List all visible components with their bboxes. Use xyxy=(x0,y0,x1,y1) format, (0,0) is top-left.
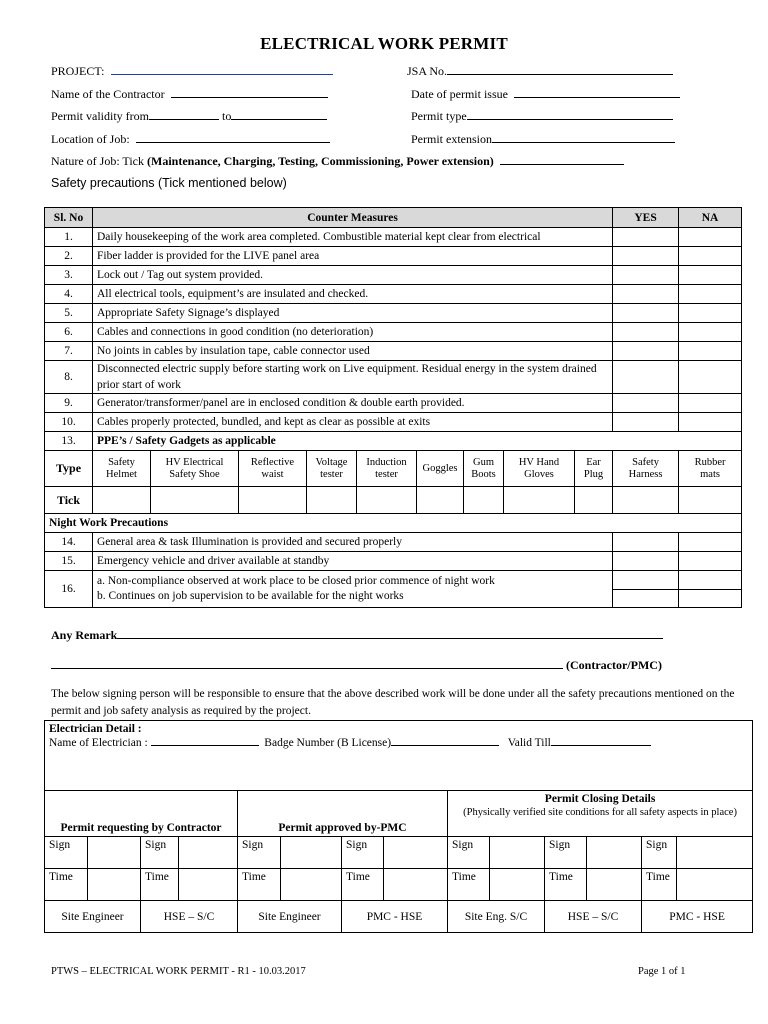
row-number: 6. xyxy=(45,323,93,342)
sign-label: Sign xyxy=(238,837,281,869)
table-row xyxy=(45,413,742,432)
role-row xyxy=(45,901,753,933)
time-cell[interactable] xyxy=(490,869,545,901)
row-text: Cables properly protected, bundled, and kept as clear as possible at exits xyxy=(93,413,613,432)
table-row xyxy=(45,571,742,590)
nature-label: Nature of Job: Tick xyxy=(51,154,144,168)
row-number: 1. xyxy=(45,228,93,247)
sign-cell[interactable] xyxy=(677,837,753,869)
na-cell[interactable] xyxy=(679,552,742,571)
ppe-tick-cell[interactable] xyxy=(613,487,679,514)
yes-cell[interactable] xyxy=(613,590,679,608)
yes-cell[interactable] xyxy=(613,571,679,590)
validity-to-label: to xyxy=(222,109,232,123)
header-na: NA xyxy=(679,208,742,228)
ppe-item: Reflective waist xyxy=(239,451,307,487)
role-label: PMC - HSE xyxy=(642,901,753,933)
night-work-title: Night Work Precautions xyxy=(45,514,742,533)
time-cell[interactable] xyxy=(587,869,642,901)
sign-label: Sign xyxy=(342,837,384,869)
yes-cell[interactable] xyxy=(613,394,679,413)
ppe-tick-cell[interactable] xyxy=(417,487,464,514)
permit-type-field xyxy=(411,108,673,124)
sign-label: Sign xyxy=(45,837,88,869)
table-row xyxy=(45,285,742,304)
badge-number-label: Badge Number (B License) xyxy=(264,737,392,749)
table-row xyxy=(45,394,742,413)
permit-type-label: Permit type xyxy=(411,109,467,123)
contractor-pmc-label: (Contractor/PMC) xyxy=(566,658,662,672)
time-label: Time xyxy=(342,869,384,901)
yes-cell[interactable] xyxy=(613,342,679,361)
row-number: 16. xyxy=(45,571,93,608)
ppe-type-label: Type xyxy=(45,451,93,487)
row-text: Disconnected electric supply before starting work on Live equipment. Residual energy in the system drained prior start of work xyxy=(93,361,613,394)
row-number: 13. xyxy=(45,432,93,451)
yes-cell[interactable] xyxy=(613,413,679,432)
footer-page-number: Page 1 of 1 xyxy=(638,966,686,977)
role-label: Site Engineer xyxy=(45,901,141,933)
permit-closing-heading xyxy=(448,791,753,837)
ppe-tick-cell[interactable] xyxy=(575,487,613,514)
time-label: Time xyxy=(642,869,677,901)
permit-extension-field xyxy=(411,131,675,147)
row-text: No joints in cables by insulation tape, cable connector used xyxy=(93,342,613,361)
table-row xyxy=(45,361,742,394)
row-16-item-b: b. Continues on job supervision to be available for the night works xyxy=(97,590,404,602)
row-number: 10. xyxy=(45,413,93,432)
ppe-title-row xyxy=(45,432,742,451)
row-number: 4. xyxy=(45,285,93,304)
table-row xyxy=(45,533,742,552)
jsa-input-line[interactable] xyxy=(447,63,673,75)
na-cell[interactable] xyxy=(679,228,742,247)
time-label: Time xyxy=(448,869,490,901)
ppe-tick-row xyxy=(45,487,742,514)
nature-input-line[interactable] xyxy=(500,153,624,165)
ppe-item: Induction tester xyxy=(357,451,417,487)
ppe-tick-cell[interactable] xyxy=(357,487,417,514)
valid-till-input-line[interactable] xyxy=(551,735,651,746)
yes-cell[interactable] xyxy=(613,247,679,266)
na-cell[interactable] xyxy=(679,413,742,432)
table-row xyxy=(45,323,742,342)
row-text: Daily housekeeping of the work area completed. Combustible material kept clear from electrical xyxy=(93,228,613,247)
issue-date-label: Date of permit issue xyxy=(411,87,508,101)
counter-measures-table xyxy=(44,207,742,608)
project-field xyxy=(51,63,333,79)
na-cell[interactable] xyxy=(679,342,742,361)
ppe-tick-cell[interactable] xyxy=(464,487,504,514)
row-16-item-a: a. Non-compliance observed at work place to be closed prior commence of night work xyxy=(97,575,495,587)
jsa-field xyxy=(407,63,673,79)
contractor-field xyxy=(51,86,328,102)
issue-date-input-line[interactable] xyxy=(514,86,680,98)
time-label: Time xyxy=(238,869,281,901)
sign-cell[interactable] xyxy=(384,837,448,869)
responsibility-statement: The below signing person will be responsible to ensure that the above described work will be done under all the safety precautions mentioned on the permit and job safety analysis as required by the project. xyxy=(51,688,735,717)
row-text: Fiber ladder is provided for the LIVE panel area xyxy=(93,247,613,266)
ppe-item: HV Hand Gloves xyxy=(504,451,575,487)
row-text xyxy=(93,571,613,608)
ppe-tick-cell[interactable] xyxy=(151,487,239,514)
row-number: 2. xyxy=(45,247,93,266)
row-number: 9. xyxy=(45,394,93,413)
header-yes: YES xyxy=(613,208,679,228)
na-cell[interactable] xyxy=(679,571,742,590)
row-text: General area & task Illumination is provided and secured properly xyxy=(93,533,613,552)
validity-to-input-line[interactable] xyxy=(231,108,327,120)
nature-field xyxy=(51,153,624,169)
table-row xyxy=(45,304,742,323)
permit-requesting-heading: Permit requesting by Contractor xyxy=(45,791,238,837)
na-cell[interactable] xyxy=(679,533,742,552)
sign-label: Sign xyxy=(141,837,179,869)
electrician-fields xyxy=(49,735,748,749)
yes-cell[interactable] xyxy=(613,304,679,323)
na-cell[interactable] xyxy=(679,304,742,323)
ppe-title: PPE’s / Safety Gadgets as applicable xyxy=(93,432,742,451)
ppe-tick-cell[interactable] xyxy=(307,487,357,514)
permit-extension-input-line[interactable] xyxy=(492,131,675,143)
sign-label: Sign xyxy=(448,837,490,869)
ppe-tick-cell[interactable] xyxy=(93,487,151,514)
electrician-name-label: Name of Electrician : xyxy=(49,737,148,749)
yes-cell[interactable] xyxy=(613,323,679,342)
permit-closing-title: Permit Closing Details xyxy=(544,793,656,805)
ppe-item: Safety Helmet xyxy=(93,451,151,487)
ppe-type-row xyxy=(45,451,742,487)
page-title: ELECTRICAL WORK PERMIT xyxy=(260,34,508,53)
table-row xyxy=(45,266,742,285)
role-label: Site Engineer xyxy=(238,901,342,933)
ppe-item: Goggles xyxy=(417,451,464,487)
time-label: Time xyxy=(545,869,587,901)
sign-label: Sign xyxy=(545,837,587,869)
permit-heading-row xyxy=(45,791,753,837)
issue-date-field xyxy=(411,86,680,102)
ppe-tick-label: Tick xyxy=(45,487,93,514)
role-label: PMC - HSE xyxy=(342,901,448,933)
footer-document-id: PTWS – ELECTRICAL WORK PERMIT - R1 - 10.03.2017 xyxy=(51,966,306,977)
sign-row xyxy=(45,837,753,869)
contractor-label: Name of the Contractor xyxy=(51,87,165,101)
ppe-tick-cell[interactable] xyxy=(679,487,742,514)
time-label: Time xyxy=(141,869,179,901)
ppe-item: Voltage tester xyxy=(307,451,357,487)
project-input-line[interactable] xyxy=(111,63,333,75)
role-label: HSE – S/C xyxy=(141,901,238,933)
na-cell[interactable] xyxy=(679,394,742,413)
time-cell[interactable] xyxy=(281,869,342,901)
row-number: 14. xyxy=(45,533,93,552)
table-row xyxy=(45,552,742,571)
row-text: All electrical tools, equipment’s are insulated and checked. xyxy=(93,285,613,304)
row-text: Cables and connections in good condition (no deterioration) xyxy=(93,323,613,342)
ppe-item: Rubber mats xyxy=(679,451,742,487)
na-cell[interactable] xyxy=(679,361,742,394)
row-text: Lock out / Tag out system provided. xyxy=(93,266,613,285)
na-cell[interactable] xyxy=(679,247,742,266)
location-field xyxy=(51,131,330,147)
time-cell[interactable] xyxy=(179,869,238,901)
table-row xyxy=(45,342,742,361)
contractor-input-line[interactable] xyxy=(171,86,328,98)
ppe-item: Gum Boots xyxy=(464,451,504,487)
na-cell[interactable] xyxy=(679,266,742,285)
ppe-item: Safety Harness xyxy=(613,451,679,487)
safety-caption: Safety precautions (Tick mentioned below) xyxy=(51,176,287,190)
electrician-detail xyxy=(45,721,753,791)
contractor-pmc-field xyxy=(51,657,662,673)
badge-number-input-line[interactable] xyxy=(391,735,499,746)
yes-cell[interactable] xyxy=(613,285,679,304)
row-text: Emergency vehicle and driver available at standby xyxy=(93,552,613,571)
location-input-line[interactable] xyxy=(136,131,330,143)
sign-cell[interactable] xyxy=(587,837,642,869)
jsa-label: JSA No. xyxy=(407,64,448,78)
validity-field xyxy=(51,108,327,124)
signature-table xyxy=(44,720,753,933)
table-row xyxy=(45,247,742,266)
remark-input-line[interactable] xyxy=(117,627,663,639)
header-counter-measures: Counter Measures xyxy=(93,208,613,228)
project-label: PROJECT: xyxy=(51,64,105,78)
ppe-tick-cell[interactable] xyxy=(504,487,575,514)
yes-cell[interactable] xyxy=(613,361,679,394)
row-number: 15. xyxy=(45,552,93,571)
yes-cell[interactable] xyxy=(613,266,679,285)
sign-cell[interactable] xyxy=(281,837,342,869)
permit-closing-note: (Physically verified site conditions for all safety aspects in place) xyxy=(463,807,737,818)
row-number: 5. xyxy=(45,304,93,323)
yes-cell[interactable] xyxy=(613,228,679,247)
time-cell[interactable] xyxy=(384,869,448,901)
electrician-name-input-line[interactable] xyxy=(151,735,259,746)
na-cell[interactable] xyxy=(679,590,742,608)
sign-cell[interactable] xyxy=(88,837,141,869)
ppe-item: Ear Plug xyxy=(575,451,613,487)
na-cell[interactable] xyxy=(679,285,742,304)
table-row xyxy=(45,228,742,247)
validity-from-label: Permit validity from xyxy=(51,109,149,123)
role-label: HSE – S/C xyxy=(545,901,642,933)
row-text: Generator/transformer/panel are in enclosed condition & double earth provided. xyxy=(93,394,613,413)
night-work-title-row xyxy=(45,514,742,533)
row-number: 3. xyxy=(45,266,93,285)
time-cell[interactable] xyxy=(677,869,753,901)
contractor-pmc-input-line[interactable] xyxy=(51,657,563,669)
sign-cell[interactable] xyxy=(179,837,238,869)
permit-type-input-line[interactable] xyxy=(467,108,673,120)
electrician-title: Electrician Detail : xyxy=(49,723,142,735)
table-header-row xyxy=(45,208,742,228)
ppe-item: HV Electrical Safety Shoe xyxy=(151,451,239,487)
row-number: 8. xyxy=(45,361,93,394)
valid-till-label: Valid Till xyxy=(507,737,551,749)
yes-cell[interactable] xyxy=(613,533,679,552)
sign-label: Sign xyxy=(642,837,677,869)
ppe-tick-cell[interactable] xyxy=(239,487,307,514)
header-sl-no: Sl. No xyxy=(45,208,93,228)
location-label: Location of Job: xyxy=(51,132,130,146)
time-row xyxy=(45,869,753,901)
remark-field xyxy=(51,627,663,643)
time-cell[interactable] xyxy=(88,869,141,901)
permit-approved-heading: Permit approved by-PMC xyxy=(238,791,448,837)
na-cell[interactable] xyxy=(679,323,742,342)
row-number: 7. xyxy=(45,342,93,361)
permit-extension-label: Permit extension xyxy=(411,132,492,146)
yes-cell[interactable] xyxy=(613,552,679,571)
time-label: Time xyxy=(45,869,88,901)
validity-from-input-line[interactable] xyxy=(149,108,219,120)
sign-cell[interactable] xyxy=(490,837,545,869)
role-label: Site Eng. S/C xyxy=(448,901,545,933)
nature-options: (Maintenance, Charging, Testing, Commissioning, Power extension) xyxy=(147,154,494,168)
remark-label: Any Remark xyxy=(51,628,118,642)
row-text: Appropriate Safety Signage’s displayed xyxy=(93,304,613,323)
electrician-row xyxy=(45,721,753,791)
